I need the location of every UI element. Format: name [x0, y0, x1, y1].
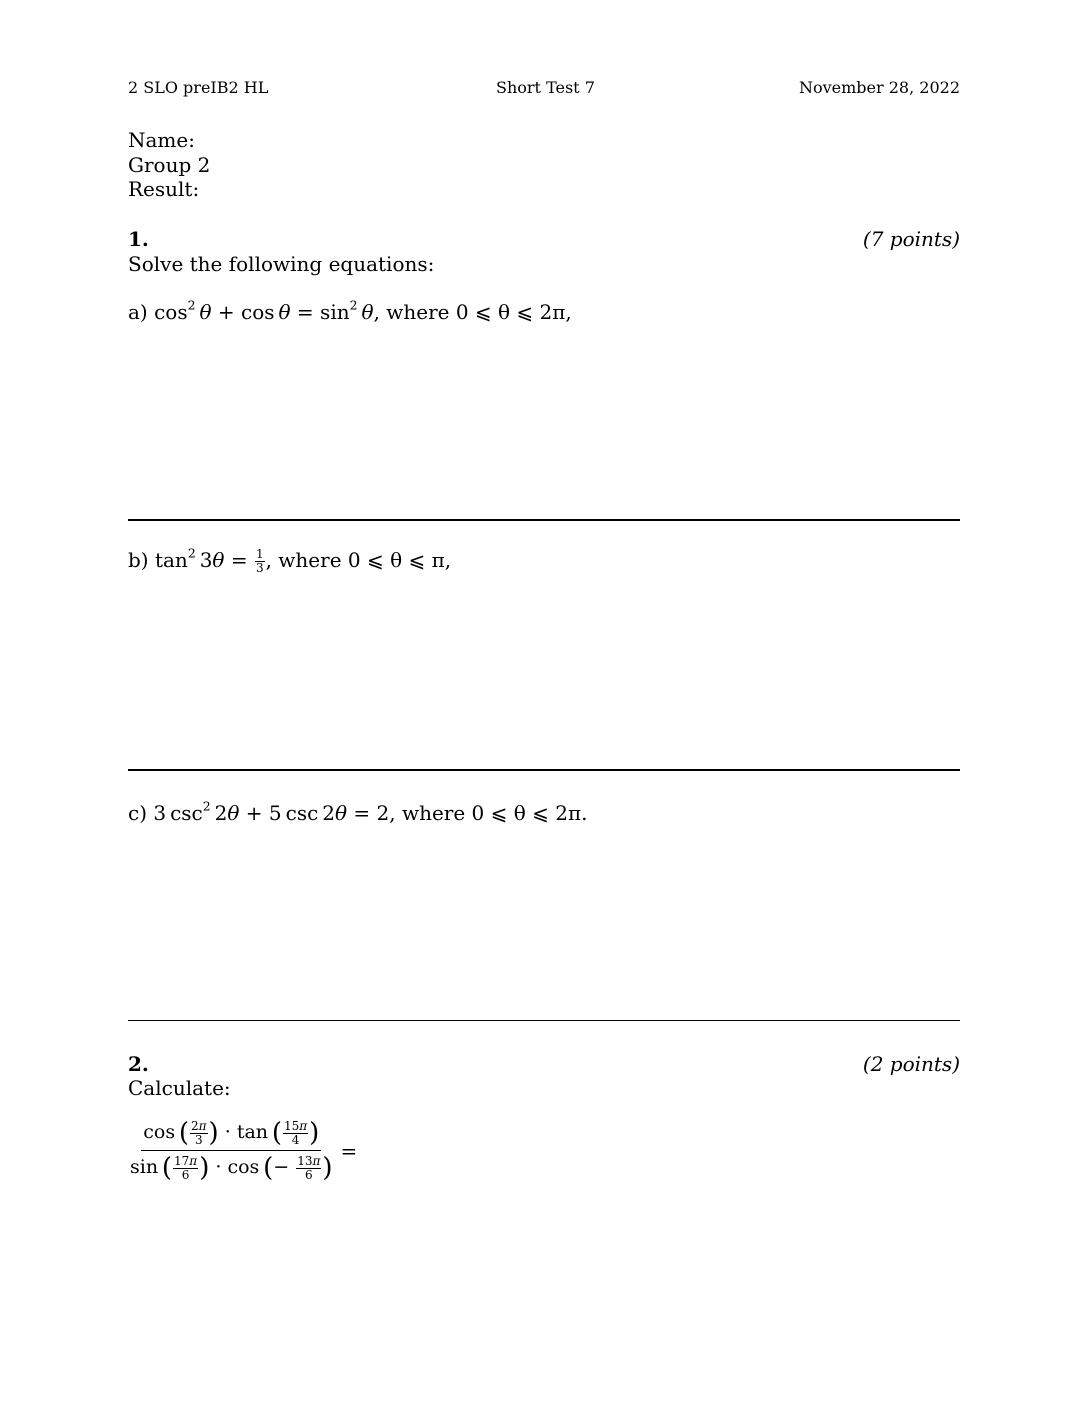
group-label: Group 2 [128, 153, 211, 177]
equation-b-expression: $\tan^2 3\theta$ = $\frac{1}{3}$ [154, 545, 264, 575]
equation-c-domain: , where 0 ⩽ θ ⩽ 2π. [389, 801, 588, 825]
name-label: Name: [128, 128, 195, 152]
part-a-label: a) [128, 300, 148, 324]
question-1-prompt: Solve the following equations: [128, 252, 435, 276]
part-c-label: c) [128, 801, 148, 825]
equation-a-expression: $\cos^2 \theta + \cos \theta = \sin^2 \theta$ [154, 297, 374, 324]
divider [128, 1020, 960, 1021]
course-code: 2 SLO preIB2 HL [128, 78, 269, 97]
compound-fraction [128, 1118, 335, 1184]
test-title: Short Test 7 [496, 78, 595, 97]
divider [128, 519, 960, 521]
equation-a [128, 297, 572, 324]
question-1-number: 1. [128, 227, 149, 251]
fraction-numerator: cos ( $\frac{2\pi}{3}$ ) · tan ( $\frac{15\pi}{4}$ ) [141, 1120, 321, 1151]
question-1-points: (7 points) [862, 227, 960, 251]
equation-c [128, 798, 588, 825]
equation-c-expression: 3 $\csc^2 2\theta + 5$ csc 2θ = 2 [153, 798, 390, 825]
test-date: November 28, 2022 [798, 78, 960, 97]
equation-a-domain: , where 0 ⩽ θ ⩽ 2π, [373, 300, 572, 324]
part-b-label: b) [128, 548, 149, 572]
result-label: Result: [128, 177, 200, 201]
question-2-prompt: Calculate: [128, 1076, 231, 1100]
fraction-denominator: sin ( $\frac{17\pi}{6}$ ) · cos (− $\frac{13\pi}{6}$ ) [130, 1153, 333, 1184]
equation-b [128, 545, 452, 575]
equals-sign: = [340, 1138, 358, 1163]
question-2-points: (2 points) [862, 1052, 960, 1076]
question-2-number: 2. [128, 1052, 149, 1076]
calculation-expression [128, 1118, 358, 1184]
divider [128, 769, 960, 771]
equation-b-domain: , where 0 ⩽ θ ⩽ π, [265, 548, 452, 572]
